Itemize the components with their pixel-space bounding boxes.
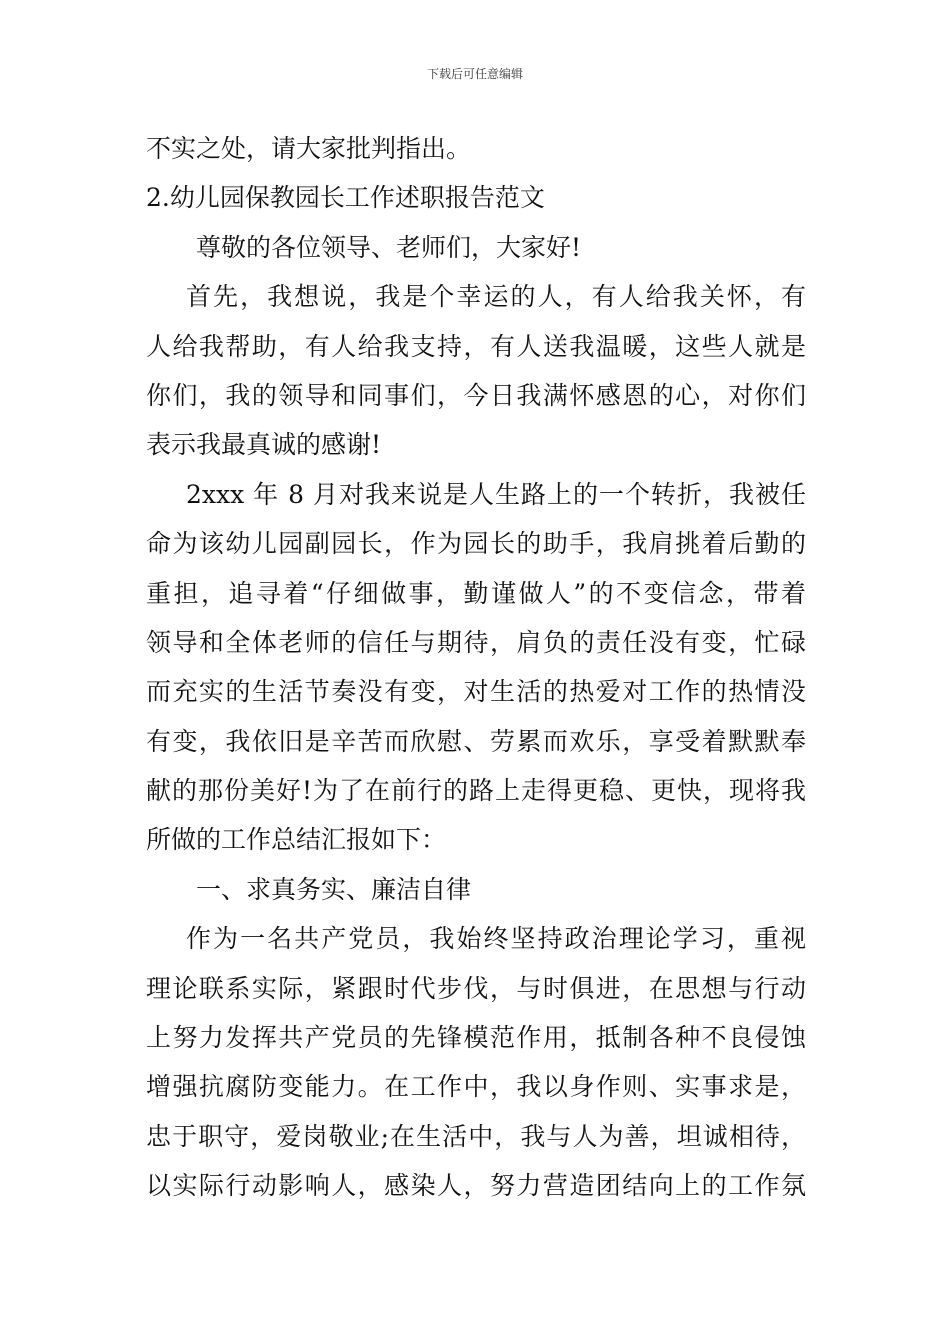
text-line: 作为一名共产党员，我始终坚持政治理论学习，重视 xyxy=(186,924,806,954)
text-line: 重担，追寻着“仔细做事，勤谨做人”的不变信念，带着 xyxy=(146,578,806,608)
text-line: 表示我最真诚的感谢! xyxy=(146,430,382,460)
text-line: 以实际行动影响人，感染人，努力营造团结向上的工作氛 xyxy=(146,1171,806,1201)
document-body xyxy=(146,124,806,1211)
text-line: 命为该幼儿园副园长，作为园长的助手，我肩挑着后勤的 xyxy=(146,529,806,559)
subsection-heading: 一、求真务实、廉洁自律 xyxy=(196,874,472,904)
text-line: 2xxx 年 8 月对我来说是人生路上的一个转折，我被任 xyxy=(186,479,806,509)
text-line: 不实之处，请大家批判指出。 xyxy=(146,134,472,163)
text-line: 增强抗腐防变能力。在工作中，我以身作则、实事求是， xyxy=(146,1072,806,1102)
text-line: 而充实的生活节奏没有变，对生活的热爱对工作的热情没 xyxy=(146,677,806,707)
text-line: 理论联系实际，紧跟时代步伐，与时俱进，在思想与行动 xyxy=(146,973,806,1003)
text-line: 你们，我的领导和同事们，今日我满怀感恩的心，对你们 xyxy=(146,380,806,410)
salutation: 尊敬的各位领导、老师们，大家好! xyxy=(196,232,582,262)
text-line: 献的那份美好!为了在前行的路上走得更稳、更快，现将我 xyxy=(146,776,806,806)
text-line: 首先，我想说，我是个幸运的人，有人给我关怀，有 xyxy=(186,282,806,312)
text-line: 领导和全体老师的信任与期待，肩负的责任没有变，忙碌 xyxy=(146,627,806,657)
text-line: 所做的工作总结汇报如下： xyxy=(146,825,447,855)
page-header: 下载后可任意编辑 xyxy=(426,67,523,81)
text-line: 忠于职守，爱岗敬业;在生活中，我与人为善，坦诚相待， xyxy=(146,1121,806,1151)
section-title: 2.幼儿园保教园长工作述职报告范文 xyxy=(146,183,545,213)
text-line: 上努力发挥共产党员的先锋模范作用，抵制各种不良侵蚀 xyxy=(146,1023,806,1053)
text-line: 人给我帮助，有人给我支持，有人送我温暖，这些人就是 xyxy=(146,331,806,361)
text-line: 有变，我依旧是辛苦而欣慰、劳累而欢乐，享受着默默奉 xyxy=(146,726,806,756)
